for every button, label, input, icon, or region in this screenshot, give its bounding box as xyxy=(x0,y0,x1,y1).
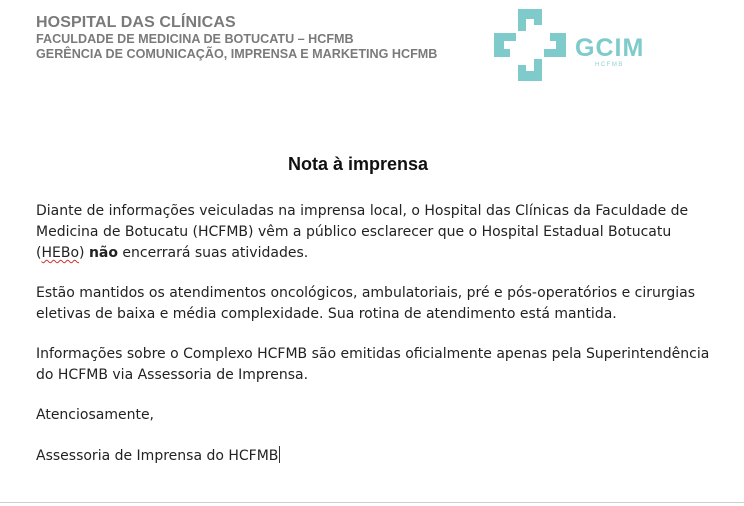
gcim-logo xyxy=(494,9,654,81)
document-title: Nota à imprensa xyxy=(287,154,429,174)
paragraph-2: Estão mantidos os atendimentos oncológicos, ambulatoriais, pré e pós-operatórios e cirurgias eletivas de baixa e média complexidade. Sua rotina de atendimento está mantida. xyxy=(36,285,696,322)
misspelled-word[interactable]: HEBo xyxy=(41,245,80,261)
organization-header xyxy=(36,15,437,60)
text-cursor xyxy=(279,446,280,463)
paragraph-3: Informações sobre o Complexo HCFMB são emitidas oficialmente apenas pela Superintendência do HCFMB via Assessoria de Imprensa. xyxy=(36,346,710,383)
paragraph-1 xyxy=(36,201,716,264)
paragraph-1-end: encerrará suas atividades. xyxy=(117,245,309,261)
department-name: GERÊNCIA DE COMUNICAÇÃO, IMPRENSA E MARKETING HCFMB xyxy=(36,46,438,61)
paragraph-1-text: Diante de informações veiculadas na imprensa local, o Hospital das Clínicas da Faculdade de Medicina de Botucatu (HCFMB) vêm a público esclarecer que o Hospital Estadual Botucatu ( xyxy=(36,203,689,261)
page-bottom-border xyxy=(0,502,744,503)
logo-wordmark: GCIM xyxy=(575,34,645,62)
logo-subtitle: HCFMB xyxy=(595,62,624,68)
signature-line[interactable] xyxy=(36,446,716,467)
paragraph-1-paren: ) xyxy=(79,245,89,261)
closing-salutation: Atenciosamente, xyxy=(36,407,155,423)
emphasis-word: não xyxy=(88,245,118,261)
faculty-name: FACULDADE DE MEDICINA DE BOTUCATU – HCFMB xyxy=(36,32,354,46)
cross-logo-icon xyxy=(494,9,566,81)
signature-text: Assessoria de Imprensa do HCFMB xyxy=(36,448,279,464)
hospital-name: HOSPITAL DAS CLÍNICAS xyxy=(36,14,236,31)
